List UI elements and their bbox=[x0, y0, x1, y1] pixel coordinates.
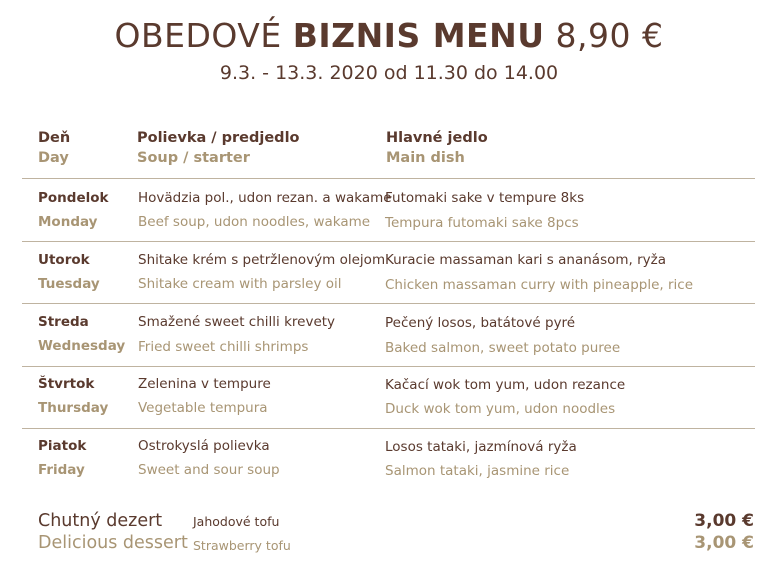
main-en: Salmon tataki, jasmine rice bbox=[385, 463, 570, 479]
divider bbox=[22, 303, 755, 304]
main-en: Baked salmon, sweet potato puree bbox=[385, 340, 621, 356]
divider bbox=[22, 241, 755, 242]
soup-sk: Ostrokyslá polievka bbox=[138, 438, 270, 454]
dessert-label-en: Delicious dessert bbox=[38, 533, 188, 553]
main-en: Chicken massaman curry with pineapple, rice bbox=[385, 277, 693, 293]
title-bold: BIZNIS MENU bbox=[292, 16, 545, 55]
main-sk: Pečený losos, batátové pyré bbox=[385, 315, 576, 331]
day-label-sk: Utorok bbox=[38, 252, 90, 268]
day-label-en: Monday bbox=[38, 214, 98, 230]
divider bbox=[22, 178, 755, 179]
day-label-sk: Štvrtok bbox=[38, 376, 95, 392]
dessert-price-en: 3,00 € bbox=[694, 533, 754, 553]
divider bbox=[22, 366, 755, 367]
title-prefix: OBEDOVÉ bbox=[114, 16, 282, 55]
main-sk: Futomaki sake v tempure 8ks bbox=[385, 190, 585, 206]
soup-en: Beef soup, udon noodles, wakame bbox=[138, 214, 371, 230]
dessert-label-sk: Chutný dezert bbox=[38, 511, 163, 531]
soup-sk: Zelenina v tempure bbox=[138, 376, 271, 392]
day-label-sk: Pondelok bbox=[38, 190, 109, 206]
main-sk: Kačací wok tom yum, udon rezance bbox=[385, 377, 626, 393]
main-sk: Losos tataki, jazmínová ryža bbox=[385, 439, 577, 455]
col-soup-sk: Polievka / predjedlo bbox=[137, 130, 300, 146]
main-en: Duck wok tom yum, udon noodles bbox=[385, 401, 616, 417]
soup-en: Shitake cream with parsley oil bbox=[138, 276, 342, 292]
day-label-en: Tuesday bbox=[38, 276, 100, 292]
soup-sk: Hovädzia pol., udon rezan. a wakame bbox=[138, 190, 392, 206]
day-label-en: Thursday bbox=[38, 400, 109, 416]
soup-sk: Smažené sweet chilli krevety bbox=[138, 314, 336, 330]
col-day-en: Day bbox=[38, 150, 69, 166]
soup-en: Fried sweet chilli shrimps bbox=[138, 339, 309, 355]
day-label-sk: Piatok bbox=[38, 438, 87, 454]
title-price: 8,90 € bbox=[555, 16, 664, 55]
menu-dates: 9.3. - 13.3. 2020 od 11.30 do 14.00 bbox=[219, 62, 559, 84]
soup-en: Sweet and sour soup bbox=[138, 462, 280, 478]
col-main-sk: Hlavné jedlo bbox=[386, 130, 488, 146]
dessert-item-sk: Jahodové tofu bbox=[193, 514, 280, 529]
dessert-item-en: Strawberry tofu bbox=[193, 538, 291, 553]
soup-sk: Shitake krém s petržlenovým olejom bbox=[138, 252, 386, 268]
page-title bbox=[0, 16, 778, 55]
soup-en: Vegetable tempura bbox=[138, 400, 268, 416]
main-en: Tempura futomaki sake 8pcs bbox=[385, 215, 579, 231]
col-main-en: Main dish bbox=[386, 150, 465, 166]
col-day-sk: Deň bbox=[38, 130, 71, 146]
dessert-price-sk: 3,00 € bbox=[694, 511, 754, 531]
day-label-en: Wednesday bbox=[38, 338, 126, 354]
main-sk: Kuracie massaman kari s ananásom, ryža bbox=[385, 252, 666, 268]
divider bbox=[22, 428, 755, 429]
day-label-en: Friday bbox=[38, 462, 85, 478]
col-soup-en: Soup / starter bbox=[137, 150, 250, 166]
day-label-sk: Streda bbox=[38, 314, 89, 330]
